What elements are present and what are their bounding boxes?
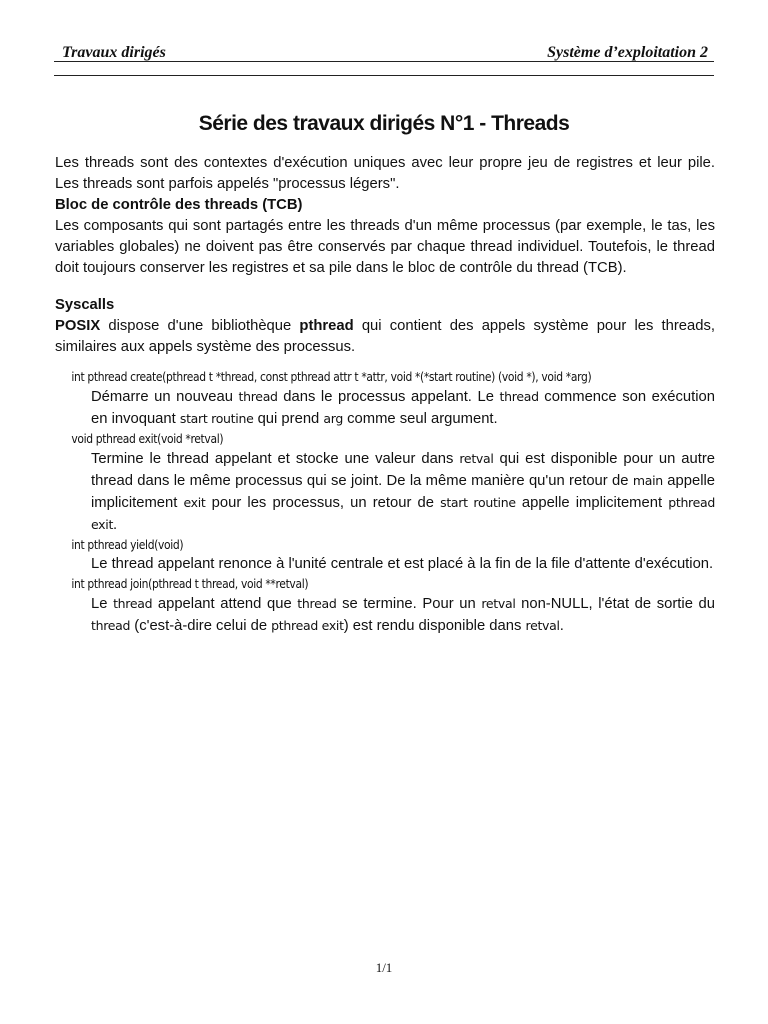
spacer xyxy=(55,279,715,295)
desc-text: Démarre un nouveau xyxy=(91,389,239,405)
pthread-term: pthread xyxy=(299,318,354,334)
desc-text: commence son exécution en invoquant xyxy=(91,389,715,427)
desc-text: . xyxy=(113,517,118,533)
code-term: thread xyxy=(499,389,539,404)
posix-term: POSIX xyxy=(55,318,101,334)
desc-text: . xyxy=(559,618,564,634)
spacer xyxy=(55,358,715,368)
page-title: Série des travaux dirigés N°1 - Threads xyxy=(198,112,570,135)
function-signature-create: int pthread create(pthread t *thread, const pthread attr t *attr, void *(*start routine) (void *), void *arg) xyxy=(71,369,592,384)
desc-text: Le thread appelant renonce à l'unité centrale et est placé à la fin de la file d'attente d'exécution. xyxy=(91,556,714,572)
function-signature-join: int pthread join(pthread t thread, void **retval) xyxy=(71,576,309,591)
header-course-label: Travaux dirigés xyxy=(62,44,166,61)
syscalls-heading: Syscalls xyxy=(55,297,115,313)
function-signature-exit: void pthread exit(void *retval) xyxy=(71,431,224,446)
syscalls-text-a: dispose d'une bibliothèque xyxy=(100,318,300,334)
desc-text: non-NULL, l'état de sortie du xyxy=(515,596,715,612)
code-term: thread xyxy=(297,596,337,611)
desc-text: appelant attend que xyxy=(152,596,298,612)
function-description-exit xyxy=(55,448,715,536)
header-divider xyxy=(54,61,714,62)
desc-text: appelle implicitement xyxy=(515,495,669,511)
code-term: thread xyxy=(113,596,153,611)
desc-text: se termine. Pour un xyxy=(336,596,482,612)
header-module-label: Système d’exploitation 2 xyxy=(547,44,708,61)
code-term: thread xyxy=(238,389,278,404)
code-term: start routine xyxy=(440,495,516,510)
code-term: retval xyxy=(525,618,560,633)
desc-text: dans le processus appelant. Le xyxy=(277,389,500,405)
desc-text: (c'est-à-dire celui de xyxy=(130,618,272,634)
desc-text: appelle implicitement xyxy=(91,473,715,511)
syscalls-text-b: qui contient des appels système pour les threads, similaires aux appels système des processus. xyxy=(55,318,716,355)
function-signature-yield: int pthread yield(void) xyxy=(71,537,184,552)
function-description-create xyxy=(55,386,715,430)
code-term: exit xyxy=(183,495,206,510)
code-term: retval xyxy=(481,596,516,611)
code-term: main xyxy=(632,473,663,488)
page-number: 1/1 xyxy=(375,960,393,975)
document-body xyxy=(55,153,715,637)
function-description-join xyxy=(55,593,715,637)
code-term: pthread exit xyxy=(271,618,344,633)
code-term: thread xyxy=(91,618,131,633)
code-term: arg xyxy=(323,411,344,426)
code-term: start routine xyxy=(179,411,254,426)
desc-text: Le xyxy=(91,596,114,612)
desc-text: qui est disponible pour un autre thread dans le même processus qui se joint. De la même manière qu'un retour de xyxy=(91,451,715,489)
syscalls-paragraph xyxy=(55,316,715,358)
function-description-yield xyxy=(55,554,715,575)
header-divider-secondary xyxy=(54,75,714,76)
code-term: retval xyxy=(459,451,494,466)
intro-paragraph: Les threads sont des contextes d'exécution uniques avec leur propre jeu de registres et leur pile. Les threads sont parfois appelés "processus légers". xyxy=(55,155,715,192)
code-term: pthread exit xyxy=(91,495,716,532)
tcb-heading: Bloc de contrôle des threads (TCB) xyxy=(55,197,303,213)
desc-text: pour les processus, un retour de xyxy=(205,495,441,511)
desc-text: ) est rendu disponible dans xyxy=(343,618,526,634)
desc-text: qui prend xyxy=(253,411,324,427)
tcb-paragraph: Les composants qui sont partagés entre les threads d'un même processus (par exemple, le tas, les variables globales) ne doivent pas être conservés par chaque thread individuel. Toutefois, le thread doit toujours conserver les registres et sa pile dans le bloc de contrôle du thread (TCB). xyxy=(55,218,715,276)
desc-text: comme seul argument. xyxy=(343,411,498,427)
desc-text: Termine le thread appelant et stocke une valeur dans xyxy=(91,451,460,467)
